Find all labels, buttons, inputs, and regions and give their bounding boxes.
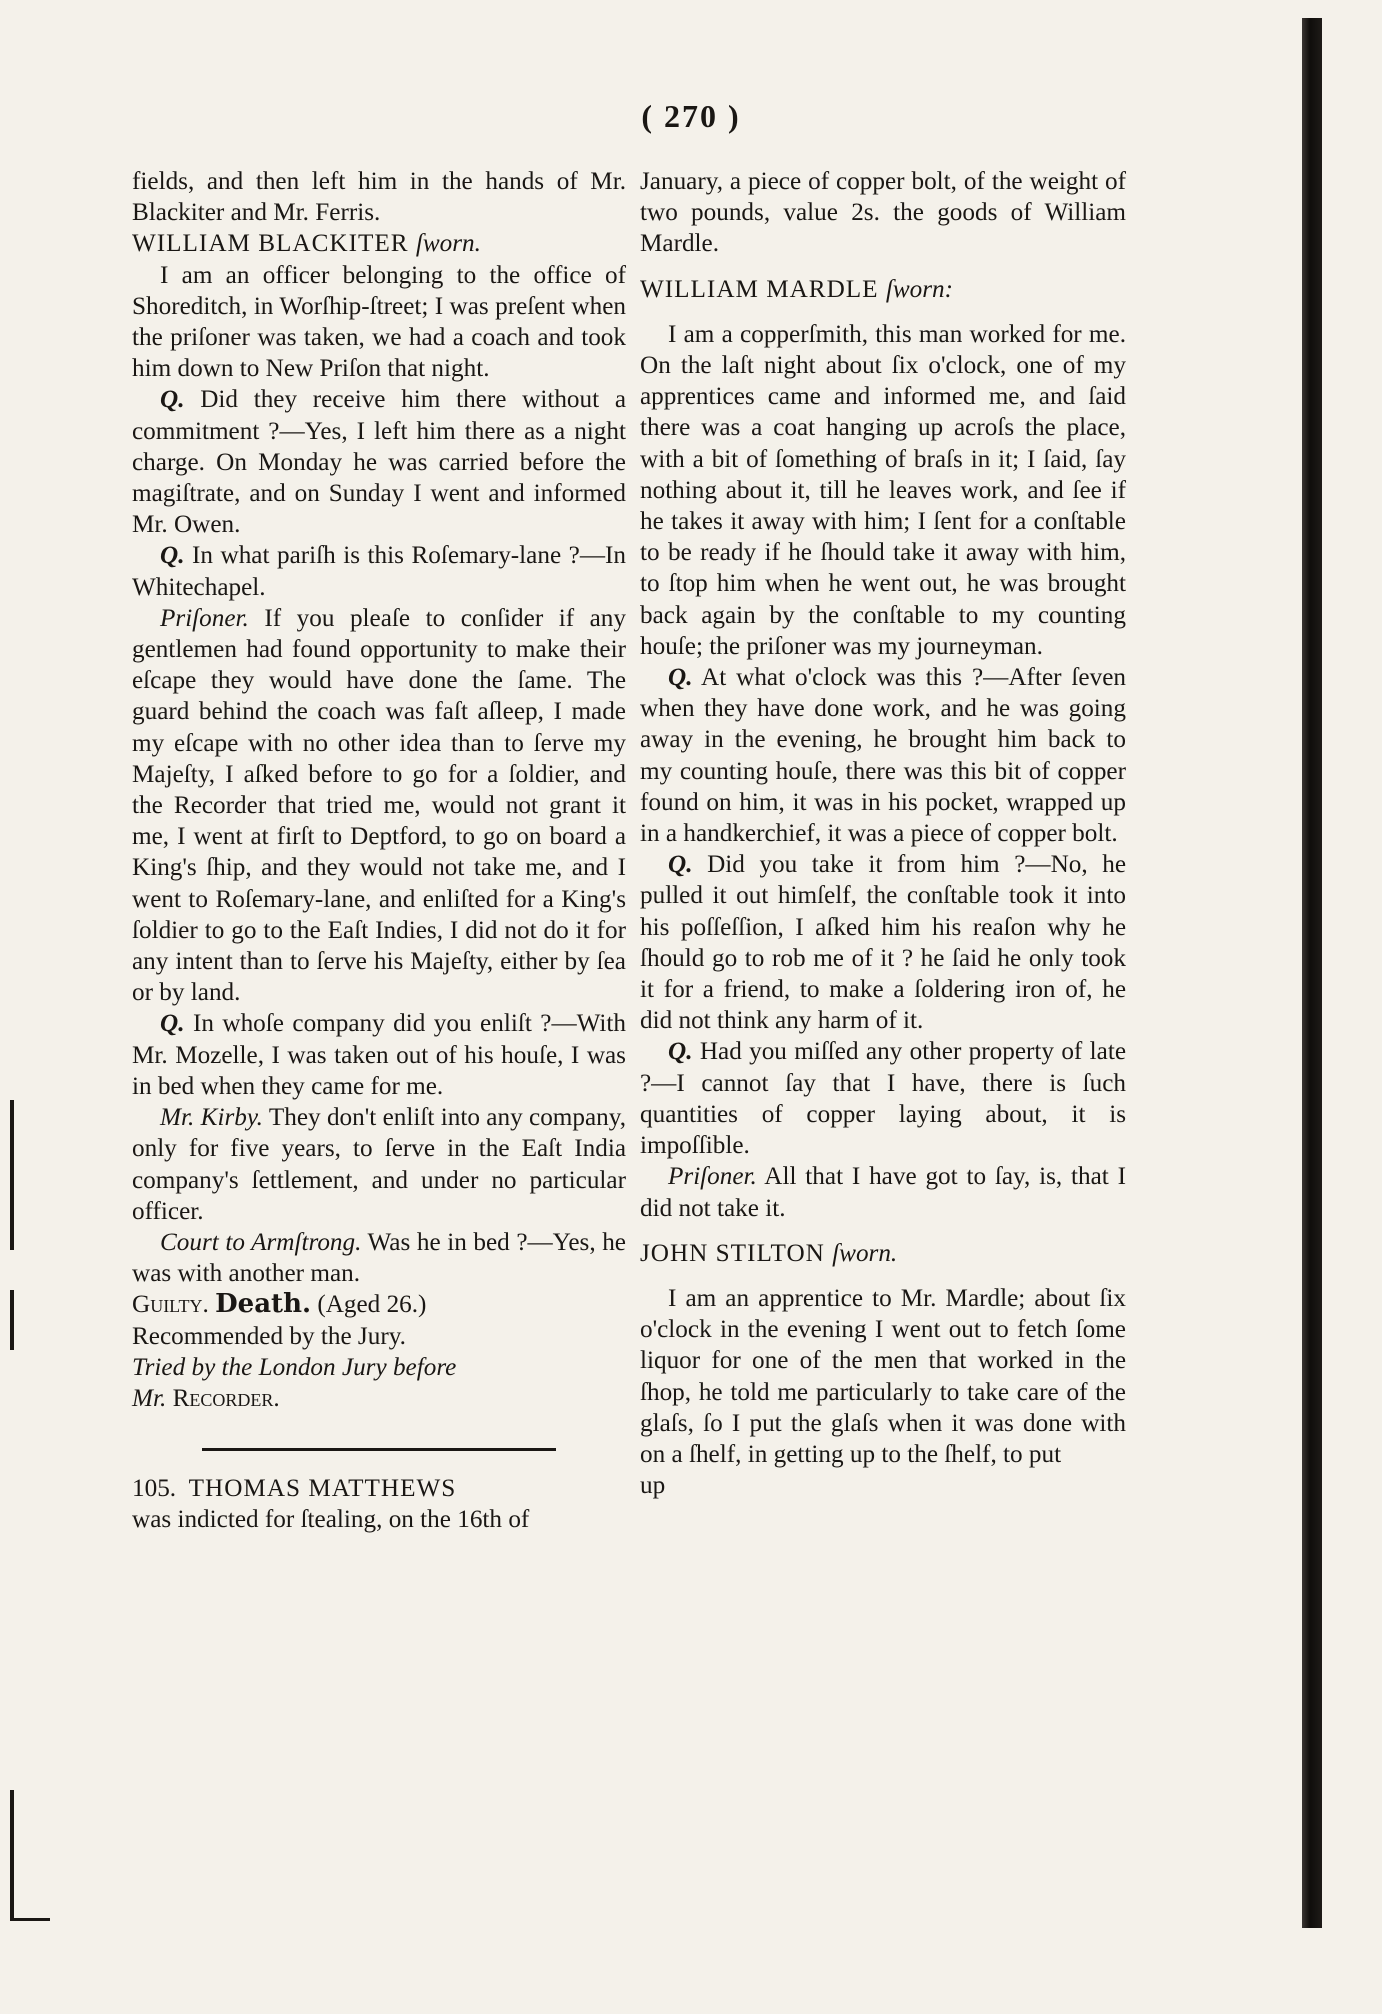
speaker-paragraph <box>132 1102 626 1227</box>
speaker-text: If you pleaſe to conſider if any gentlemen had found opportunity to make their eſcape they would have done the ſame. The guard behind the coach was faſt aſleep, I made my eſcape with no other idea than to ſerve my Majeſty, I aſked before to go for a ſoldier, and the Recorder that tried me, would not grant it me, I went at firſt to Deptford, to go on board a King's ſhip, and they would not take me, and I went to Roſemary-lane, and enliſted for a King's ſoldier to go to the Eaſt Indies, I did not do it for any intent than to ſerve his Majeſty, either by ſea or by land. <box>132 604 626 1007</box>
witness-heading <box>640 274 1126 305</box>
speaker-label: Court to Armſtrong. <box>160 1228 362 1256</box>
speaker-label: Priſoner. <box>160 604 249 632</box>
witness-heading <box>640 1238 1126 1269</box>
paragraph: January, a piece of copper bolt, of the weight of two pounds, value 2s. the goods of William Mardle. <box>640 168 1126 258</box>
tried-before-line: Tried by the London Jury before <box>132 1353 457 1381</box>
tried-recorder: Recorder. <box>172 1384 280 1412</box>
section-divider <box>202 1448 556 1451</box>
left-edge-mark <box>10 1918 50 1921</box>
speaker-text: All that I have got to ſay, is, that I did not take it. <box>640 1163 1126 1222</box>
question-paragraph <box>640 849 1126 1036</box>
case-heading <box>132 1473 626 1504</box>
question-mark: Q. <box>668 1038 693 1066</box>
question-text: At what o'clock was this ?—After ſeven when they have done work, and he was going away in the evening, he brought him back to my counting houſe, there was this bit of copper found on him, it was in his pocket, wrapped up in a handkerchief, it was a piece of copper bolt. <box>640 664 1126 848</box>
left-edge-mark <box>10 1790 14 1920</box>
witness-name: WILLIAM MARDLE <box>640 275 879 303</box>
verdict-age: (Aged 26.) <box>317 1291 427 1319</box>
speaker-text: They don't enliſt into any company, only for five years, to ſerve in the Eaſt India company's ſettlement, and under no particular officer. <box>132 1104 626 1225</box>
book-spine-shadow <box>1302 18 1322 1928</box>
question-mark: Q. <box>160 1010 185 1038</box>
verdict <box>132 1289 626 1320</box>
question-paragraph <box>132 384 626 540</box>
catchword: up <box>640 1472 666 1500</box>
witness-heading <box>132 228 626 259</box>
speaker-label: Mr. Kirby. <box>160 1104 263 1132</box>
question-paragraph <box>132 540 626 602</box>
question-mark: Q. <box>160 386 185 414</box>
case-text: was indicted for ſtealing, on the 16th of <box>132 1506 530 1534</box>
verdict-sentence: Death. <box>215 1289 312 1320</box>
question-paragraph <box>640 1036 1126 1161</box>
sworn-label: ſworn. <box>415 230 481 258</box>
speaker-paragraph <box>132 603 626 1009</box>
question-text: In whoſe company did you enliſt ?—With Mr. Mozelle, I was taken out of his houſe, I was in bed when they came for me. <box>132 1010 626 1100</box>
speaker-paragraph <box>132 1227 626 1289</box>
question-text: Did you take it from him ?—No, he pulled it out himſelf, the conſtable took it into his poſſeſſion, I aſked him his reaſon why he ſhould go to rob me of it ? he ſaid he only took it for a friend, to make a ſoldering iron of, he did not think any harm of it. <box>640 851 1126 1035</box>
left-edge-mark <box>10 1100 14 1250</box>
paragraph: I am an apprentice to Mr. Mardle; about ſix o'clock in the evening I went out to fetch ſome liquor for one of the men that worked in the ſhop, he told me particularly to take care of the glaſs, ſo I put the glaſs when it was done with on a ſhelf, in getting up to the ſhelf, to put <box>640 1284 1126 1468</box>
speaker-text: Was he in bed ?—Yes, he was with another man. <box>132 1228 626 1288</box>
right-column <box>640 166 1126 1501</box>
case-number: 105. <box>132 1475 177 1503</box>
jury-recommendation: Recommended by the Jury. <box>132 1322 406 1350</box>
paragraph: fields, and then left him in the hands of Mr. Blackiter and Mr. Ferris. <box>132 168 626 227</box>
question-paragraph <box>640 662 1126 849</box>
case-name: THOMAS MATTHEWS <box>188 1475 457 1503</box>
sworn-label: ſworn: <box>885 275 954 303</box>
question-mark: Q. <box>668 851 693 879</box>
question-mark: Q. <box>668 664 693 692</box>
question-paragraph <box>132 1008 626 1102</box>
paragraph: I am a copperſmith, this man worked for me. On the laſt night about ſix o'clock, one of my apprentices came and informed me, and ſaid there was a coat hanging up acroſs the place, with a bit of ſomething of braſs in it; I ſaid, ſay nothing about it, till he leaves work, and ſee if he takes it away with him; I ſent for a conſtable to be ready if he ſhould take it away with him, to ſtop him when he went out, he was brought back again by the conſtable to my counting houſe; the priſoner was my journeyman. <box>640 320 1126 660</box>
verdict-guilty: Guilty. <box>132 1291 209 1319</box>
speaker-label: Priſoner. <box>668 1163 757 1191</box>
speaker-paragraph <box>640 1161 1126 1223</box>
question-text: Did they receive him there without a commitment ?—Yes, I left him there as a night charge. On Monday he was carried before the magiſtrate, and on Sunday I went and informed Mr. Owen. <box>132 386 626 539</box>
tried-mr: Mr. <box>132 1384 167 1412</box>
paragraph: I am an officer belonging to the office of Shoreditch, in Worſhip-ſtreet; I was preſent when the priſoner was taken, we had a coach and took him down to New Priſon that night. <box>132 261 626 383</box>
witness-name: WILLIAM BLACKITER <box>132 230 409 258</box>
question-text: Had you miſſed any other property of late ?—I cannot ſay that I have, there is ſuch quantities of copper laying about, it is impoſſible. <box>640 1038 1126 1160</box>
witness-name: JOHN STILTON <box>640 1239 825 1267</box>
left-edge-mark <box>10 1290 14 1350</box>
question-mark: Q. <box>160 542 185 570</box>
question-text: In what pariſh is this Roſemary-lane ?—In Whitechapel. <box>132 542 626 601</box>
tried-before-judge <box>132 1383 626 1414</box>
page-number: ( 270 ) <box>641 98 741 134</box>
left-column <box>132 166 626 1536</box>
sworn-label: ſworn. <box>832 1239 898 1267</box>
